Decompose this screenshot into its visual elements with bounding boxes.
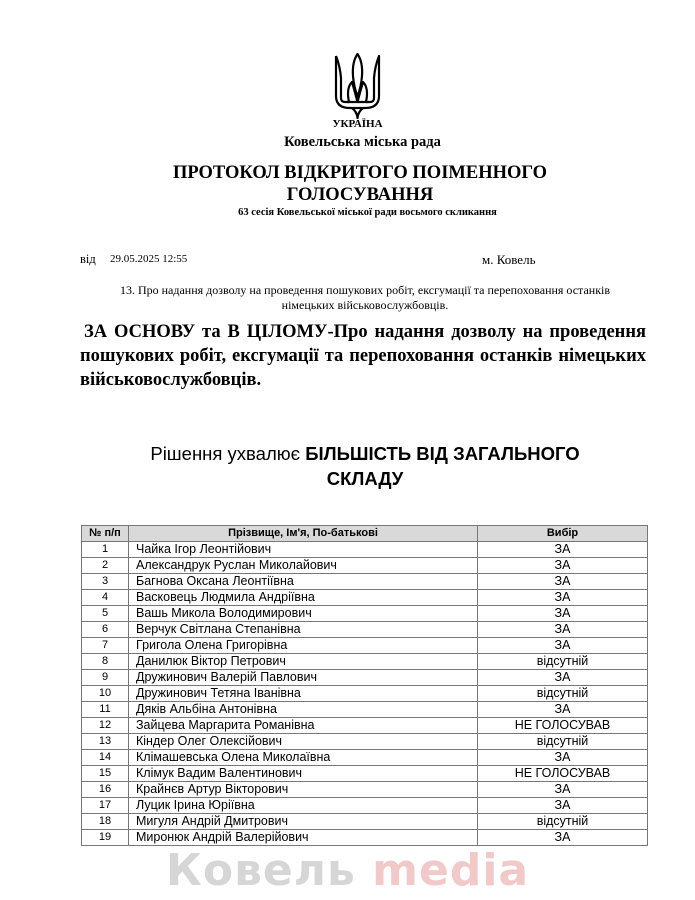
table-row <box>82 590 648 606</box>
row-choice: відсутній <box>478 686 648 702</box>
row-number: 8 <box>82 654 129 670</box>
row-name: Вашь Микола Володимирович <box>129 606 478 622</box>
row-name: Дяків Альбіна Антонівна <box>129 702 478 718</box>
table-row <box>82 830 648 846</box>
table-row <box>82 750 648 766</box>
header-number: № п/п <box>82 526 129 542</box>
row-choice: ЗА <box>478 638 648 654</box>
row-choice: ЗА <box>478 830 648 846</box>
row-name: Кіндер Олег Олексійович <box>129 734 478 750</box>
table-row <box>82 718 648 734</box>
row-choice: НЕ ГОЛОСУВАВ <box>478 766 648 782</box>
decision-statement <box>110 441 620 491</box>
council-name: Ковельська міська рада <box>284 134 441 150</box>
row-number: 15 <box>82 766 129 782</box>
row-name: Луцик Ірина Юріївна <box>129 798 478 814</box>
vote-basis: ЗА ОСНОВУ та В ЦІЛОМУ-Про надання дозволу на проведення пошукових робіт, ексгумації та перепоховання останків німецьких військовослужбовців. <box>80 322 646 390</box>
ukraine-trident-icon <box>330 52 385 122</box>
table-row <box>82 734 648 750</box>
row-number: 14 <box>82 750 129 766</box>
row-choice: ЗА <box>478 574 648 590</box>
row-name: Дружинович Валерій Павлович <box>129 670 478 686</box>
row-choice: відсутній <box>478 654 648 670</box>
row-number: 10 <box>82 686 129 702</box>
row-name: Данилюк Віктор Петрович <box>129 654 478 670</box>
table-row <box>82 654 648 670</box>
row-number: 17 <box>82 798 129 814</box>
decision-result: БІЛЬШІСТЬ ВІД ЗАГАЛЬНОГО СКЛАДУ <box>305 443 580 489</box>
table-row <box>82 622 648 638</box>
watermark-part-1: Ковель <box>165 845 356 896</box>
row-name: Зайцева Маргарита Романівна <box>129 718 478 734</box>
date-value: 29.05.2025 12:55 <box>110 253 188 265</box>
table-row <box>82 574 648 590</box>
row-choice: відсутній <box>478 814 648 830</box>
table-row <box>82 702 648 718</box>
row-choice: НЕ ГОЛОСУВАВ <box>478 718 648 734</box>
agenda-question: 13. Про надання дозволу на проведення пошукових робіт, ексгумації та перепоховання останків німецьких військовослужбовців. <box>119 283 611 312</box>
date-label: від <box>80 252 96 266</box>
row-number: 18 <box>82 814 129 830</box>
table-row <box>82 670 648 686</box>
row-name: Александрук Руслан Миколайович <box>129 558 478 574</box>
row-name: Григола Олена Григорівна <box>129 638 478 654</box>
row-choice: ЗА <box>478 558 648 574</box>
row-choice: ЗА <box>478 542 648 558</box>
row-choice: ЗА <box>478 750 648 766</box>
watermark-part-2: media <box>372 845 530 896</box>
row-choice: ЗА <box>478 798 648 814</box>
row-choice: ЗА <box>478 782 648 798</box>
vote-table <box>81 525 648 846</box>
country-name: УКРАЇНА <box>332 118 383 130</box>
table-row <box>82 814 648 830</box>
row-number: 2 <box>82 558 129 574</box>
header-name: Прізвище, Ім'я, По-батькові <box>129 526 478 542</box>
row-choice: ЗА <box>478 622 648 638</box>
header-choice: Вибір <box>478 526 648 542</box>
row-name: Васковець Людмила Андріївна <box>129 590 478 606</box>
row-number: 7 <box>82 638 129 654</box>
table-row <box>82 606 648 622</box>
row-name: Крайнєв Артур Вікторович <box>129 782 478 798</box>
row-name: Дружинович Тетяна Іванівна <box>129 686 478 702</box>
row-choice: ЗА <box>478 702 648 718</box>
table-row <box>82 782 648 798</box>
vote-rows <box>82 542 648 846</box>
row-name: Клімашевська Олена Миколаївна <box>129 750 478 766</box>
row-choice: ЗА <box>478 606 648 622</box>
row-number: 3 <box>82 574 129 590</box>
row-name: Багнова Оксана Леонтіївна <box>129 574 478 590</box>
row-name: Верчук Світлана Степанівна <box>129 622 478 638</box>
row-number: 16 <box>82 782 129 798</box>
row-number: 12 <box>82 718 129 734</box>
session-info: 63 сесія Ковельської міської ради восьмого скликання <box>238 207 497 218</box>
table-row <box>82 558 648 574</box>
row-number: 1 <box>82 542 129 558</box>
decision-lead: Рішення ухвалює <box>150 443 301 464</box>
watermark-logo <box>0 845 695 896</box>
row-choice: ЗА <box>478 670 648 686</box>
table-row <box>82 638 648 654</box>
row-number: 4 <box>82 590 129 606</box>
row-number: 11 <box>82 702 129 718</box>
row-choice: відсутній <box>478 734 648 750</box>
row-name: Чайка Ігор Леонтійович <box>129 542 478 558</box>
row-number: 9 <box>82 670 129 686</box>
table-row <box>82 542 648 558</box>
row-number: 6 <box>82 622 129 638</box>
city: м. Ковель <box>482 252 536 267</box>
table-row <box>82 686 648 702</box>
row-choice: ЗА <box>478 590 648 606</box>
table-row <box>82 798 648 814</box>
table-row <box>82 766 648 782</box>
row-name: Клімук Вадим Валентинович <box>129 766 478 782</box>
row-name: Миронюк Андрій Валерійович <box>129 830 478 846</box>
table-header-row <box>82 526 648 542</box>
row-number: 5 <box>82 606 129 622</box>
document-title: ПРОТОКОЛ ВІДКРИТОГО ПОІМЕННОГО ГОЛОСУВАННЯ <box>172 163 548 205</box>
row-name: Мигуля Андрій Дмитрович <box>129 814 478 830</box>
row-number: 19 <box>82 830 129 846</box>
row-number: 13 <box>82 734 129 750</box>
